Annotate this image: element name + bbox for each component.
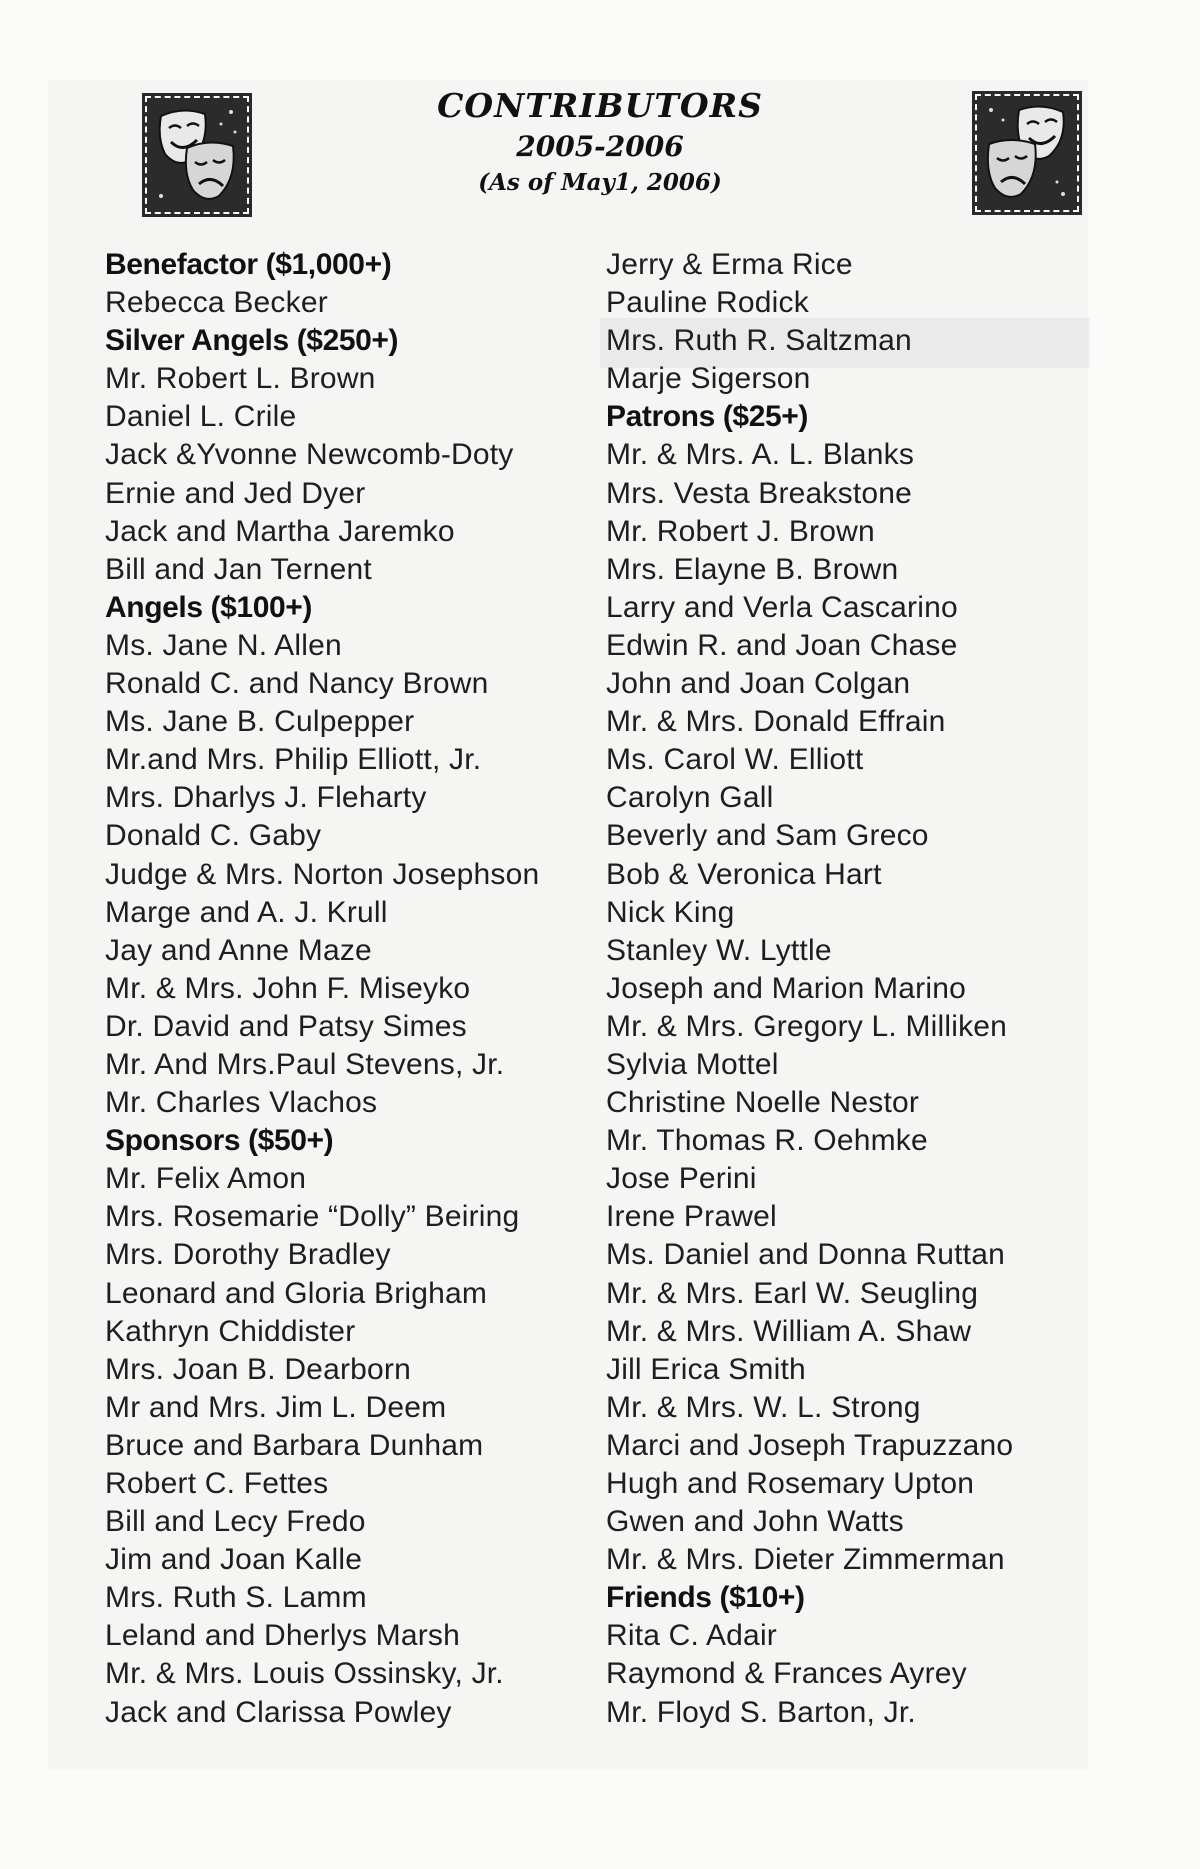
contributor-name: Robert C. Fettes: [105, 1467, 329, 1500]
contributor-name: Mrs. Ruth S. Lamm: [105, 1581, 367, 1615]
contributor-name: Mr. & Mrs. Dieter Zimmerman: [606, 1543, 1005, 1577]
theater-masks-graphic-left: [147, 98, 247, 212]
contributor-name: Bill and Jan Ternent: [105, 552, 372, 586]
contributor-name: Jack and Martha Jaremko: [105, 514, 455, 548]
theater-masks-icon: [975, 94, 1079, 212]
contributor-name: Rita C. Adair: [606, 1619, 777, 1653]
contributor-name: Ronald C. and Nancy Brown: [105, 667, 489, 701]
contributor-name: Marci and Joseph Trapuzzano: [606, 1428, 1014, 1462]
contributor-level-heading: Patrons ($25+): [606, 400, 808, 434]
contributor-name: Gwen and John Watts: [606, 1505, 904, 1539]
contributor-name: Leland and Dherlys Marsh: [105, 1619, 460, 1653]
page-header: [400, 84, 800, 200]
contributor-name: Jerry & Erma Rice: [606, 248, 853, 281]
contributor-name: Jay and Anne Maze: [105, 933, 372, 967]
contributor-name: Dr. David and Patsy Simes: [105, 1009, 467, 1043]
contributor-name: Christine Noelle Nestor: [606, 1086, 920, 1120]
contributor-name: Mr. Charles Vlachos: [105, 1086, 378, 1120]
contributor-name: Mr. & Mrs. John F. Miseyko: [105, 971, 471, 1005]
contributors-right-column: [606, 246, 1126, 1732]
contributor-name: Bruce and Barbara Dunham: [105, 1428, 484, 1462]
contributor-name: Larry and Verla Cascarino: [606, 590, 958, 624]
contributor-name: Jim and Joan Kalle: [105, 1543, 363, 1577]
contributor-name: Daniel L. Crile: [105, 400, 297, 434]
contributor-name: Mrs. Joan B. Dearborn: [105, 1352, 411, 1386]
contributor-name: Mrs. Vesta Breakstone: [606, 476, 913, 510]
contributor-name: Stanley W. Lyttle: [606, 933, 832, 967]
contributor-name: Mrs. Elayne B. Brown: [606, 552, 899, 586]
contributor-name: Jose Perini: [606, 1162, 757, 1196]
contributor-name: John and Joan Colgan: [606, 667, 911, 701]
contributor-level-heading: Sponsors ($50+): [105, 1124, 334, 1158]
contributor-level-heading: Benefactor ($1,000+): [105, 248, 392, 281]
contributor-name: Jack &Yvonne Newcomb-Doty: [105, 438, 514, 472]
contributor-name: Mrs. Rosemarie “Dolly” Beiring: [105, 1200, 520, 1234]
contributor-name: Beverly and Sam Greco: [606, 819, 929, 853]
contributor-name: Mrs. Ruth R. Saltzman: [606, 324, 912, 358]
contributor-name: Mr. Floyd S. Barton, Jr.: [606, 1695, 916, 1729]
contributor-name: Rebecca Becker: [105, 286, 328, 320]
contributor-name: Marge and A. J. Krull: [105, 895, 388, 929]
contributor-name: Raymond & Frances Ayrey: [606, 1657, 967, 1691]
as-of-date: (As of May1, 2006): [478, 169, 722, 196]
contributor-name: Mr.and Mrs. Philip Elliott, Jr.: [105, 743, 482, 777]
contributors-left-column: [105, 246, 625, 1732]
contributor-name: Mr. & Mrs. A. L. Blanks: [606, 438, 915, 472]
theater-masks-graphic-right: [977, 96, 1077, 210]
contributor-level-heading: Angels ($100+): [105, 590, 312, 624]
contributor-name: Donald C. Gaby: [105, 819, 322, 853]
contributor-name: Ms. Carol W. Elliott: [606, 743, 864, 777]
contributor-name: Sylvia Mottel: [606, 1047, 779, 1081]
contributor-level-heading: Silver Angels ($250+): [105, 324, 399, 358]
contributor-name: Kathryn Chiddister: [105, 1314, 356, 1348]
contributor-level-heading: Friends ($10+): [606, 1581, 805, 1615]
contributor-name: Ms. Jane B. Culpepper: [105, 705, 415, 739]
contributor-name: Mr. Felix Amon: [105, 1162, 307, 1196]
contributor-name: Pauline Rodick: [606, 286, 809, 320]
contributor-name: Mrs. Dorothy Bradley: [105, 1238, 391, 1272]
contributor-name: Mr. Robert J. Brown: [606, 514, 875, 548]
contributor-name: Carolyn Gall: [606, 781, 774, 815]
contributor-name: Edwin R. and Joan Chase: [606, 628, 958, 662]
contributor-name: Hugh and Rosemary Upton: [606, 1467, 975, 1500]
theater-masks-icon: [145, 96, 249, 214]
contributor-name: Jill Erica Smith: [606, 1352, 806, 1386]
contributor-name: Mr. & Mrs. Gregory L. Milliken: [606, 1009, 1008, 1043]
contributor-name: Judge & Mrs. Norton Josephson: [105, 857, 540, 891]
contributor-name: Ms. Daniel and Donna Ruttan: [606, 1238, 1005, 1272]
contributor-name: Mr. Robert L. Brown: [105, 362, 376, 396]
contributor-name: Mr. & Mrs. Earl W. Seugling: [606, 1276, 979, 1310]
contributor-name: Mr. & Mrs. W. L. Strong: [606, 1390, 921, 1424]
contributor-name: Mr. & Mrs. William A. Shaw: [606, 1314, 972, 1348]
contributor-name: Bob & Veronica Hart: [606, 857, 882, 891]
contributor-name: Mr. & Mrs. Donald Effrain: [606, 705, 946, 739]
contributor-name: Joseph and Marion Marino: [606, 971, 966, 1005]
contributor-name: Bill and Lecy Fredo: [105, 1505, 366, 1539]
contributor-name: Ernie and Jed Dyer: [105, 476, 366, 510]
contributor-name: Mr. & Mrs. Louis Ossinsky, Jr.: [105, 1657, 504, 1691]
season-years: 2005-2006: [516, 130, 684, 163]
contributor-name: Marje Sigerson: [606, 362, 811, 396]
contributor-name: Mrs. Dharlys J. Fleharty: [105, 781, 427, 815]
contributor-name: Mr. And Mrs.Paul Stevens, Jr.: [105, 1047, 505, 1081]
contributor-name: Jack and Clarissa Powley: [105, 1695, 452, 1729]
contributor-name: Mr. Thomas R. Oehmke: [606, 1124, 928, 1158]
contributor-name: Leonard and Gloria Brigham: [105, 1276, 488, 1310]
contributor-name: Nick King: [606, 895, 735, 929]
contributor-name: Mr and Mrs. Jim L. Deem: [105, 1390, 447, 1424]
page-title: CONTRIBUTORS: [437, 86, 763, 125]
contributor-name: Irene Prawel: [606, 1200, 777, 1234]
contributor-name: Ms. Jane N. Allen: [105, 628, 342, 662]
